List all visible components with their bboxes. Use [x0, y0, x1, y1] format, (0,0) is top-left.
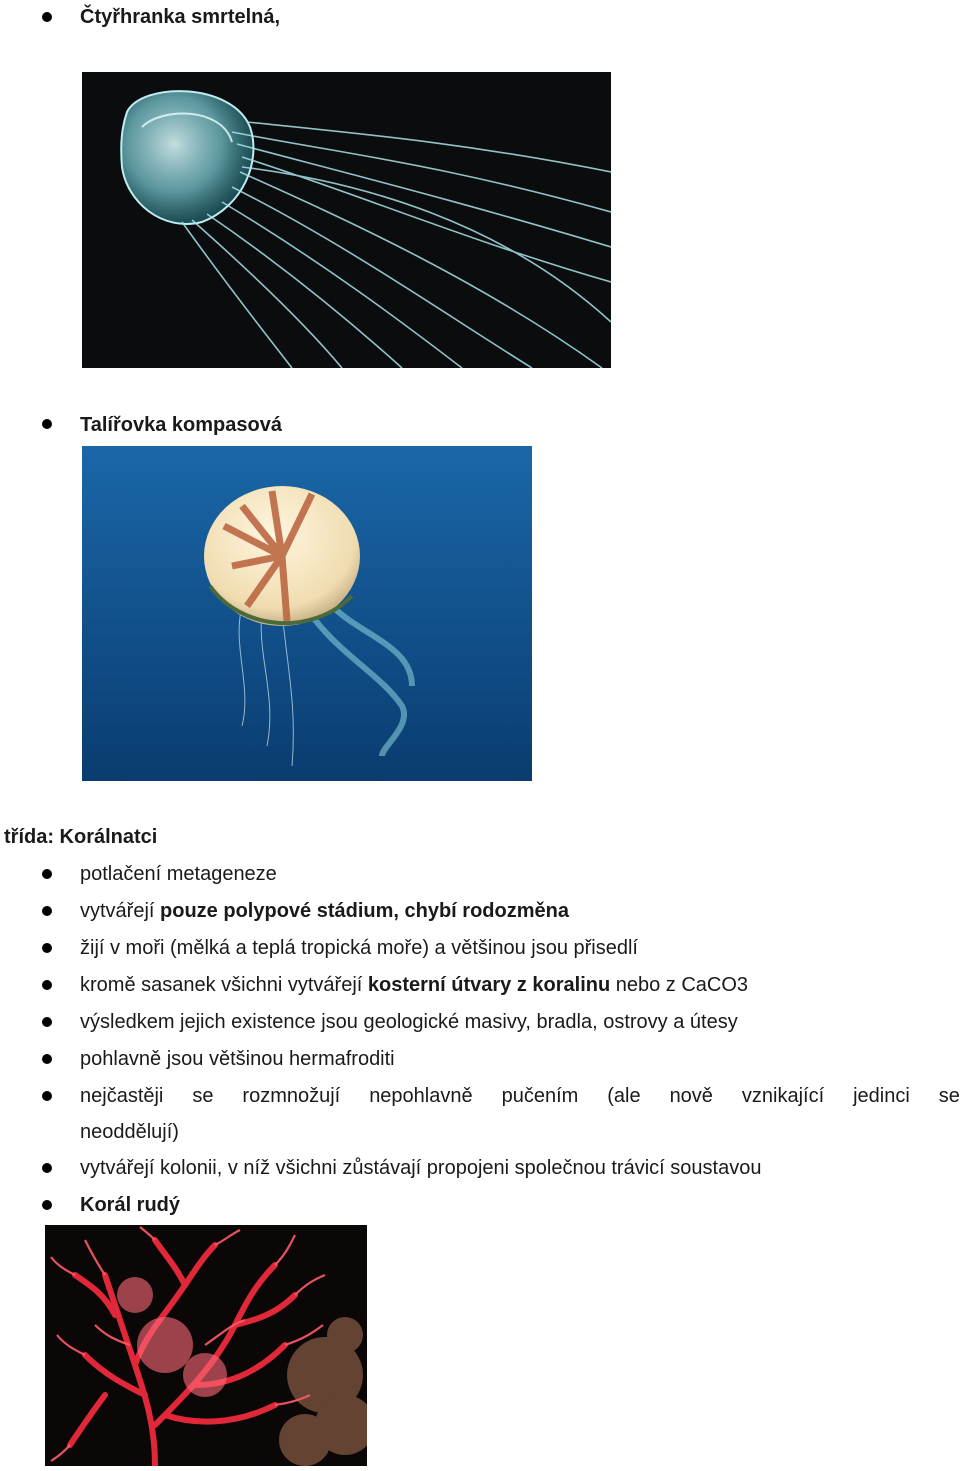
bullet — [42, 1200, 52, 1210]
bullet — [42, 1054, 52, 1064]
box-jellyfish-photo — [82, 72, 611, 368]
bullet — [42, 1163, 52, 1173]
list-item: žijí v moři (mělká a teplá tropická moře) a většinou jsou přisedlí — [80, 937, 638, 959]
red-coral-photo — [45, 1225, 367, 1466]
list-item: kromě sasanek všichni vytvářejí kosterní útvary z koralinu nebo z CaCO3 — [80, 974, 749, 996]
bullet — [42, 869, 52, 879]
bullet — [42, 1017, 52, 1027]
list-item: potlačení metageneze — [80, 863, 277, 885]
bullet — [42, 943, 52, 953]
list-item: vytvářejí kolonii, v níž všichni zůstávají propojeni společnou trávicí soustavou — [80, 1157, 762, 1179]
section-heading: třída: Korálnatci — [4, 826, 158, 848]
list-item: vytvářejí pouze polypové stádium, chybí rodozměna — [80, 900, 569, 922]
list-item: nejčastěji se rozmnožují nepohlavně pučením (ale nově vznikající jedinci se — [80, 1085, 960, 1107]
bullet — [42, 906, 52, 916]
list-item: výsledkem jejich existence jsou geologické masivy, bradla, ostrovy a útesy — [80, 1011, 738, 1033]
bullet — [42, 1091, 52, 1101]
compass-jellyfish-photo — [82, 446, 532, 781]
bullet — [42, 12, 52, 22]
bullet — [42, 419, 52, 429]
species-title-box-jellyfish: Čtyřhranka smrtelná, — [80, 6, 281, 28]
species-title-red-coral: Korál rudý — [80, 1194, 181, 1216]
list-item-continuation: neoddělují) — [80, 1121, 179, 1143]
list-item: pohlavně jsou většinou hermafroditi — [80, 1048, 395, 1070]
species-title-compass-jellyfish: Talířovka kompasová — [80, 414, 282, 436]
bullet — [42, 980, 52, 990]
